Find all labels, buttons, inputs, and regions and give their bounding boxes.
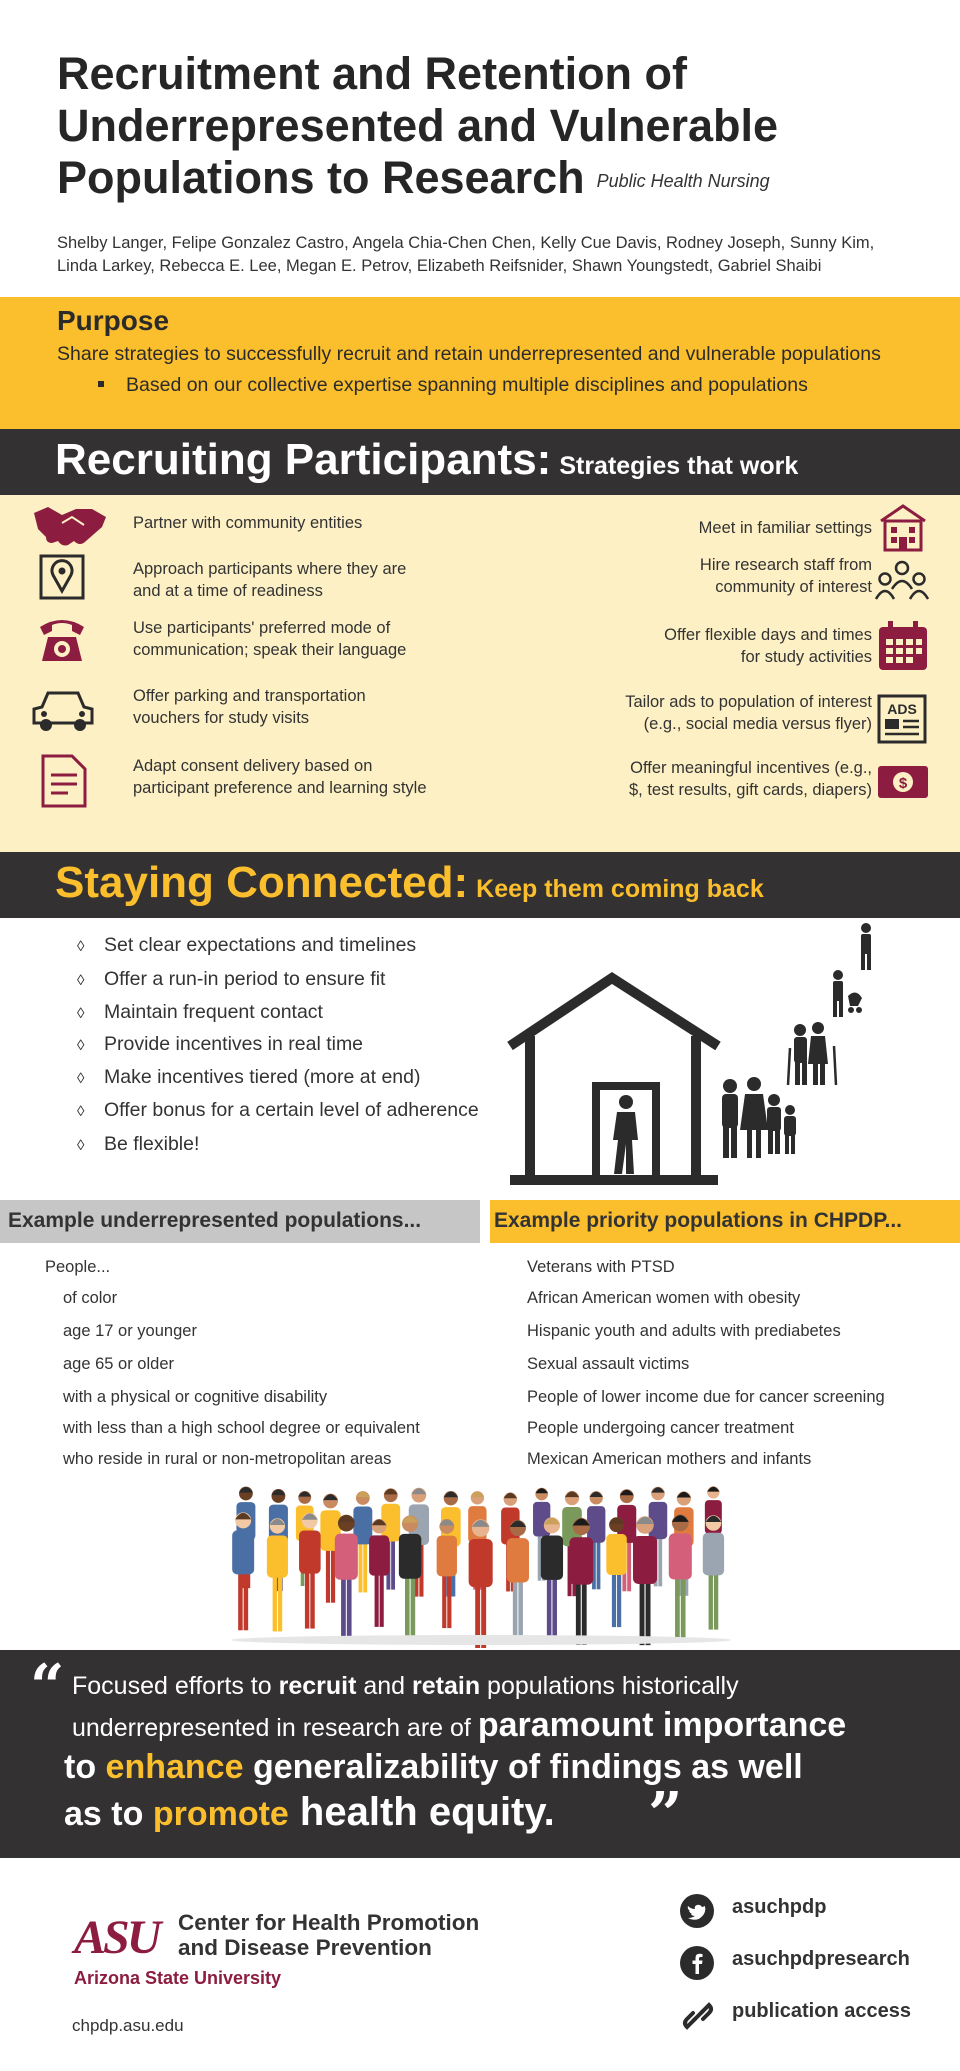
diamond-bullet-icon: ◊ xyxy=(77,972,85,989)
crowd-leg xyxy=(238,1568,242,1630)
facebook-icon xyxy=(680,1946,714,1980)
crowd-body xyxy=(469,1539,493,1587)
population-intro: People... xyxy=(45,1258,111,1276)
crowd-leg xyxy=(278,1572,282,1631)
crowd-hair xyxy=(651,1487,665,1492)
crowd-body xyxy=(507,1538,529,1582)
populations-section xyxy=(0,1198,960,1650)
authors-line: Linda Larkey, Rebecca E. Lee, Megan E. Petrov, Elizabeth Reifsnider, Shawn Youngstedt, Gabriel Shaibi xyxy=(57,257,822,275)
crowd-body xyxy=(267,1536,288,1578)
retention-item: ◊ Be flexible! xyxy=(77,1133,200,1155)
strategy-item: Adapt consent delivery based on participant preference and learning style xyxy=(133,757,427,797)
crowd-body xyxy=(335,1534,358,1580)
crowd-leg xyxy=(640,1577,645,1645)
crowd-leg xyxy=(658,1534,662,1586)
crowd-body xyxy=(232,1530,254,1574)
crowd-hair xyxy=(412,1488,427,1494)
crowd-leg xyxy=(331,1545,335,1602)
crowd-body xyxy=(369,1535,389,1575)
list-item: Mexican American mothers and infants xyxy=(527,1450,812,1468)
location-pin-icon xyxy=(38,553,86,601)
list-item: with a physical or cognitive disability xyxy=(63,1388,328,1406)
crowd-leg xyxy=(326,1545,330,1602)
list-item: who reside in rural or non-metropolitan areas xyxy=(63,1450,392,1468)
crowd-body xyxy=(606,1534,626,1575)
crowd-leg xyxy=(582,1578,587,1645)
diamond-bullet-icon: ◊ xyxy=(77,1005,85,1022)
dollar-bill-icon xyxy=(876,763,930,801)
link-icon xyxy=(680,1998,716,2034)
list-item: Veterans with PTSD xyxy=(527,1258,675,1276)
strategy-item: Offer parking and transportation vouchers for study visits xyxy=(133,687,366,727)
strategy-item: Offer meaningful incentives (e.g., $, test results, gift cards, diapers) xyxy=(628,759,872,799)
handshake-icon xyxy=(32,503,108,549)
strategy-item: Offer flexible days and times for study activities xyxy=(664,626,872,666)
list-item: People undergoing cancer treatment xyxy=(527,1419,794,1437)
crowd-hair xyxy=(356,1492,370,1498)
publication-link[interactable] xyxy=(680,1998,950,2034)
purpose-bullet xyxy=(98,374,808,397)
retention-item: ◊ Set clear expectations and timelines xyxy=(77,934,417,956)
building-icon xyxy=(878,503,928,553)
list-item: age 17 or younger xyxy=(63,1322,197,1340)
staying-section xyxy=(0,918,960,1198)
crowd-hair xyxy=(471,1492,484,1497)
footer xyxy=(0,1858,960,2071)
retention-item: ◊ Offer bonus for a certain level of adherence xyxy=(77,1099,479,1121)
page-title xyxy=(57,48,937,207)
quote-section xyxy=(0,1650,960,1858)
crowd-leg xyxy=(518,1576,523,1639)
crowd-hair xyxy=(620,1490,634,1496)
people-icon xyxy=(874,559,930,603)
quote-line: underrepresented in research are of paramount importance xyxy=(72,1706,847,1744)
strategy-item: Meet in familiar settings xyxy=(698,519,872,537)
diamond-bullet-icon: ◊ xyxy=(77,938,85,955)
crowd-body xyxy=(569,1537,593,1584)
diamond-bullet-icon: ◊ xyxy=(77,1070,85,1087)
list-item: of color xyxy=(63,1289,118,1307)
crowd-hair xyxy=(323,1494,338,1500)
crowd-hair xyxy=(565,1491,579,1497)
crowd-leg xyxy=(552,1574,557,1637)
center-name: Center for Health Promotion and Disease Prevention xyxy=(178,1910,480,1960)
crowd-leg xyxy=(627,1538,631,1592)
crowd-leg xyxy=(347,1573,352,1638)
strategy-item: Hire research staff from community of interest xyxy=(699,556,872,596)
crowd-leg xyxy=(538,1532,542,1581)
authors xyxy=(57,232,957,278)
crowd-leg xyxy=(681,1573,686,1638)
square-bullet-icon xyxy=(98,381,104,387)
list-item: African American women with obesity xyxy=(527,1289,801,1307)
asu-logo: ASU xyxy=(74,1911,159,1964)
crowd-body xyxy=(437,1536,457,1577)
crowd-leg xyxy=(513,1576,518,1639)
crowd-leg xyxy=(709,1570,713,1630)
diamond-bullet-icon: ◊ xyxy=(77,1103,85,1120)
strategy-item: Use participants' preferred mode of communication; speak their language xyxy=(133,619,407,659)
crowd-leg xyxy=(305,1568,309,1629)
crowd-hair xyxy=(444,1491,458,1497)
twitter-handle: asuchpdp xyxy=(732,1896,827,1918)
strategy-item: Tailor ads to population of interest (e.g., social media versus flyer) xyxy=(625,693,872,733)
svg-text:$: $ xyxy=(898,775,908,792)
crowd-body xyxy=(541,1535,563,1579)
list-item: Hispanic youth and adults with prediabetes xyxy=(527,1322,841,1340)
crowd-hair xyxy=(535,1488,548,1493)
crowd-leg xyxy=(405,1573,410,1636)
website-link[interactable]: chpdp.asu.edu xyxy=(72,2016,184,2035)
telephone-icon xyxy=(38,613,86,665)
crowd-leg xyxy=(675,1573,680,1638)
crowd-body xyxy=(633,1536,657,1584)
crowd-leg xyxy=(442,1571,446,1628)
house-with-people-icon xyxy=(500,918,940,1198)
diamond-bullet-icon: ◊ xyxy=(77,1037,85,1054)
publication-access-label: publication access xyxy=(732,2000,911,2022)
staying-header xyxy=(0,852,960,918)
crowd-hair xyxy=(707,1487,719,1492)
list-item: Sexual assault victims xyxy=(527,1355,690,1373)
header xyxy=(0,0,960,297)
crowd-body xyxy=(299,1530,321,1573)
crowd-hair xyxy=(384,1489,398,1495)
staying-heading: Staying Connected: Keep them coming back xyxy=(55,858,764,907)
title-line: Recruitment and Retention of xyxy=(57,48,688,99)
calendar-icon xyxy=(876,619,930,673)
close-quote-icon: ” xyxy=(648,1780,683,1850)
ads-icon xyxy=(876,693,928,745)
facebook-handle: asuchpdpresearch xyxy=(732,1948,910,1970)
recruiting-subheading: Strategies that work xyxy=(559,452,799,480)
priority-heading: Example priority populations in CHPDP... xyxy=(490,1200,960,1243)
retention-item: ◊ Offer a run-in period to ensure fit xyxy=(77,968,386,990)
underrepresented-heading: Example underrepresented populations... xyxy=(0,1200,480,1243)
crowd-hair xyxy=(239,1487,253,1493)
crowd-body xyxy=(587,1506,605,1543)
crowd-leg xyxy=(375,1570,379,1627)
title-line: Populations to Research xyxy=(57,152,585,203)
journal-name: Public Health Nursing xyxy=(596,171,770,191)
university-name: Arizona State University xyxy=(74,1968,282,1988)
open-quote-icon: “ xyxy=(30,1652,65,1722)
crowd-shadow xyxy=(231,1635,731,1645)
crowd-leg xyxy=(617,1569,621,1627)
crowd-leg xyxy=(411,1573,416,1636)
svg-text:ADS: ADS xyxy=(887,701,917,717)
staying-subheading: Keep them coming back xyxy=(476,875,764,903)
quote-line: Focused efforts to recruit and retain populations historically xyxy=(72,1672,739,1700)
purpose-heading: Purpose xyxy=(57,305,170,336)
title-line: Underrepresented and Vulnerable xyxy=(57,100,779,151)
crowd-hair xyxy=(298,1491,311,1496)
crowd-leg xyxy=(359,1539,363,1592)
crowd-body xyxy=(399,1534,421,1579)
crowd-leg xyxy=(310,1568,314,1629)
crowd-leg xyxy=(380,1570,384,1627)
diamond-bullet-icon: ◊ xyxy=(77,1137,85,1154)
crowd-hair xyxy=(271,1489,285,1495)
strategy-item: Partner with community entities xyxy=(133,514,363,532)
facebook-link[interactable] xyxy=(680,1946,950,1982)
purpose-bullet-text: Based on our collective expertise spanning multiple disciplines and populations xyxy=(126,374,808,396)
quote-line: as to promote health equity. xyxy=(64,1790,555,1834)
crowd-leg xyxy=(273,1572,277,1631)
authors-line: Shelby Langer, Felipe Gonzalez Castro, Angela Chia-Chen Chen, Kelly Cue Davis, Rodney Joseph, Sunny Kim, xyxy=(57,234,875,252)
retention-item: ◊ Maintain frequent contact xyxy=(77,1001,323,1023)
recruiting-strategies xyxy=(0,495,960,852)
retention-item: ◊ Make incentives tiered (more at end) xyxy=(77,1066,421,1088)
recruiting-heading: Recruiting Participants: Strategies that work xyxy=(55,435,799,484)
strategy-item: Approach participants where they are and at a time of readiness xyxy=(133,560,407,600)
list-item: age 65 or older xyxy=(63,1355,174,1373)
list-item: with less than a high school degree or equivalent xyxy=(63,1419,420,1437)
crowd-leg xyxy=(244,1568,248,1630)
crowd-hair xyxy=(504,1493,517,1498)
car-icon xyxy=(30,687,96,733)
crowd-leg xyxy=(447,1571,451,1628)
list-item: People of lower income due for cancer screening xyxy=(527,1388,885,1406)
crowd-hair xyxy=(677,1492,691,1498)
crowd-leg xyxy=(576,1578,581,1645)
quote-line: to enhance generalizability of findings as well xyxy=(64,1748,803,1786)
document-icon xyxy=(40,753,88,809)
crowd-leg xyxy=(363,1539,367,1592)
crowd-leg xyxy=(714,1570,718,1630)
crowd-leg xyxy=(612,1569,616,1627)
crowd-leg xyxy=(391,1536,395,1589)
purpose-section xyxy=(0,297,960,429)
crowd-leg xyxy=(341,1573,346,1638)
retention-item: ◊ Provide incentives in real time xyxy=(77,1033,364,1055)
diverse-crowd-illustration xyxy=(226,1476,736,1648)
crowd-hair xyxy=(590,1492,603,1497)
purpose-text: Share strategies to successfully recruit and retain underrepresented and vulnerable populations xyxy=(57,343,881,365)
recruiting-header xyxy=(0,429,960,495)
twitter-icon xyxy=(680,1894,714,1928)
crowd-leg xyxy=(597,1538,601,1590)
crowd-body xyxy=(703,1533,724,1576)
twitter-link[interactable] xyxy=(680,1894,950,1930)
crowd-leg xyxy=(646,1577,651,1645)
crowd-leg xyxy=(547,1574,552,1637)
crowd-body xyxy=(669,1533,692,1579)
